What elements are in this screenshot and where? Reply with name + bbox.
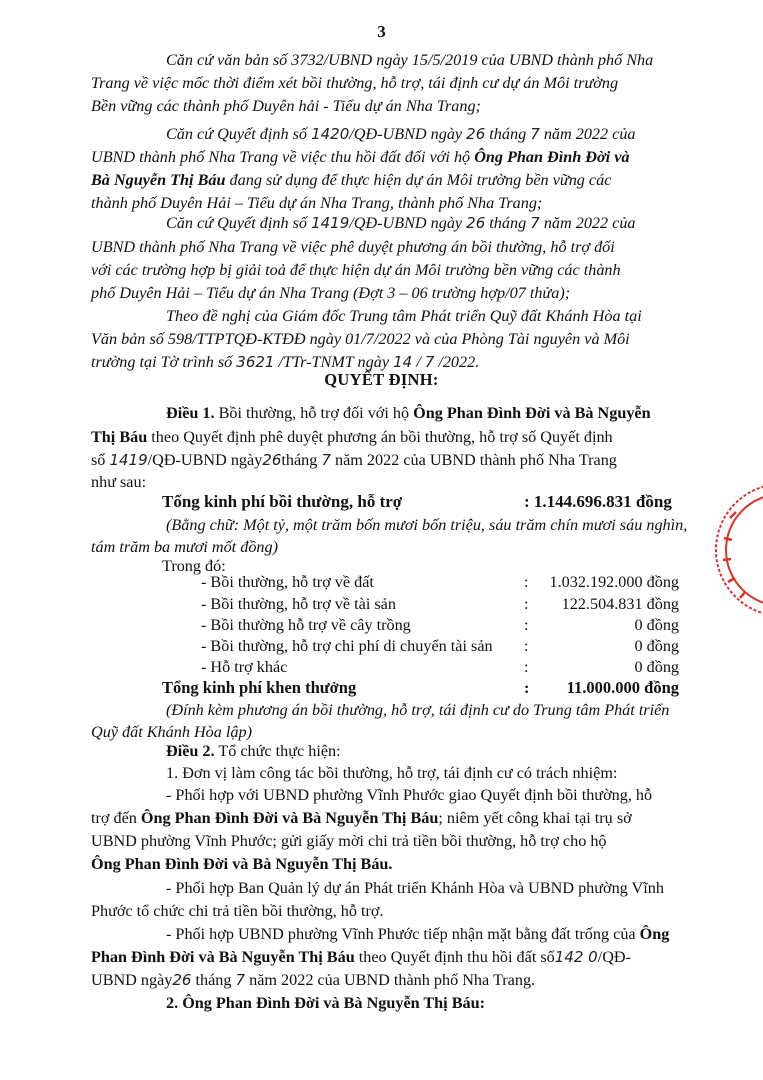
breakdown-item-value: 0 đồng [634, 658, 679, 676]
art2-heading: Điều 2. Tổ chức thực hiện: [166, 742, 341, 760]
intro-p2-line3: Bà Nguyễn Thị Báu đang sử dụng để thực hiện dự án Môi trường bền vững các [91, 171, 612, 189]
intro-p4-line1: Theo đề nghị của Giám đốc Trung tâm Phát triển Quỹ đất Khánh Hòa tại [166, 307, 642, 325]
breakdown-item-label: - Bồi thường hỗ trợ về cây trồng [201, 616, 411, 634]
of-which-label: Trong đó: [162, 557, 226, 575]
breakdown-item-label: - Hỗ trợ khác [201, 658, 288, 676]
total-in-words-line2: tám trăm ba mươi mốt đồng) [91, 538, 278, 556]
art2-bullet2-line1: - Phối hợp Ban Quản lý dự án Phát triển Khánh Hòa và UBND phường Vĩnh [166, 879, 664, 897]
intro-p3-line4: phố Duyên Hải – Tiểu dự án Nha Trang (Đợt 3 – 06 trường hợp/07 thửa); [91, 284, 571, 302]
attachment-note-line1: (Đính kèm phương án bồi thường, hỗ trợ, tái định cư do Trung tâm Phát triển [166, 701, 670, 719]
breakdown-item-value: 0 đồng [634, 637, 679, 655]
art2-bullet3-line3: UBND ngày26 tháng 7 năm 2022 của UBND thành phố Nha Trang. [91, 971, 536, 989]
intro-p2-line4: thành phố Duyên Hải – Tiểu dự án Nha Trang, thành phố Nha Trang; [91, 194, 543, 212]
total-label: Tổng kinh phí bồi thường, hỗ trợ [162, 492, 403, 511]
art1-line4: như sau: [91, 473, 147, 491]
intro-p4-line2: Văn bản số 598/TTPTQĐ-KTĐĐ ngày 01/7/2022 và của Phòng Tài nguyên và Môi [91, 330, 630, 348]
art2-bullet3-line2: Phan Đình Đời và Bà Nguyễn Thị Báu theo Quyết định thu hồi đất số142 0/QĐ- [91, 948, 632, 966]
breakdown-item-colon: : [524, 658, 529, 676]
art2-section2: 2. Ông Phan Đình Đời và Bà Nguyễn Thị Báu: [166, 994, 486, 1012]
attachment-note-line2: Quỹ đất Khánh Hòa lập) [91, 723, 252, 741]
decision-title: QUYẾT ĐỊNH: [324, 370, 439, 389]
reward-value: 11.000.000 đồng [566, 678, 679, 697]
breakdown-item-colon: : [524, 595, 529, 613]
breakdown-item-label: - Bồi thường, hỗ trợ chi phí di chuyển tài sản [201, 637, 493, 655]
breakdown-item-label: - Bồi thường, hỗ trợ về đất [201, 573, 374, 591]
art1-line3: số 1419/QĐ-UBND ngày26tháng 7 năm 2022 của UBND thành phố Nha Trang [91, 451, 617, 469]
art2-section1: 1. Đơn vị làm công tác bồi thường, hỗ trợ, tái định cư có trách nhiệm: [166, 764, 618, 782]
art2-bullet1-line4: Ông Phan Đình Đời và Bà Nguyễn Thị Báu. [91, 855, 393, 873]
total-value: : 1.144.696.831 đồng [524, 492, 672, 511]
breakdown-item-value: 0 đồng [634, 616, 679, 634]
official-seal-stamp [690, 478, 763, 628]
art2-bullet1-line2: trợ đến Ông Phan Đình Đời và Bà Nguyễn Thị Báu; niêm yết công khai tại trụ sở [91, 809, 632, 827]
intro-p3-line2: UBND thành phố Nha Trang về việc phê duyệt phương án bồi thường, hỗ trợ đối [91, 238, 615, 256]
art2-bullet3-line1: - Phối hợp UBND phường Vĩnh Phước tiếp nhận mặt bằng đất trống của Ông [166, 925, 670, 943]
intro-p1-line2: Trang về việc mốc thời điểm xét bồi thường, hỗ trợ, tái định cư dự án Môi trường [91, 74, 619, 92]
art2-bullet1-line1: - Phối hợp với UBND phường Vĩnh Phước giao Quyết định bồi thường, hỗ [166, 786, 653, 804]
breakdown-item-colon: : [524, 637, 529, 655]
breakdown-item-label: - Bồi thường, hỗ trợ về tài sản [201, 595, 396, 613]
intro-p4-line3-text: trường tại Tờ trình số 3621 /TTr-TNMT ngày 14 / 7 /2022. [91, 353, 480, 371]
intro-p2-line2: UBND thành phố Nha Trang về việc thu hồi đất đối với hộ Ông Phan Đình Đời và [91, 148, 630, 166]
art1-line2: Thị Báu theo Quyết định phê duyệt phương án bồi thường, hỗ trợ số Quyết định [91, 428, 613, 446]
breakdown-item-value: 1.032.192.000 đồng [549, 573, 679, 591]
intro-p1-line1: Căn cứ văn bản số 3732/UBND ngày 15/5/2019 của UBND thành phố Nha [166, 51, 654, 69]
art1-line1: Điều 1. Bồi thường, hỗ trợ đối với hộ Ông Phan Đình Đời và Bà Nguyễn [166, 404, 651, 422]
breakdown-item-colon: : [524, 616, 529, 634]
reward-colon: : [524, 679, 530, 697]
intro-p1-line3: Bền vững các thành phố Duyên hải - Tiểu dự án Nha Trang; [91, 97, 481, 115]
page-number: 3 [377, 22, 386, 41]
art2-bullet1-line3: UBND phường Vĩnh Phước; gửi giấy mời chi trả tiền bồi thường, hỗ trợ cho hộ [91, 832, 607, 850]
total-in-words-line1: (Bằng chữ: Một tỷ, một trăm bốn mươi bốn triệu, sáu trăm chín mươi sáu nghìn, [166, 516, 688, 534]
intro-p3-line3: với các trường hợp bị giải toả để thực hiện dự án Môi trường bền vững các thành [91, 261, 621, 279]
intro-p3-line1: Căn cứ Quyết định số 1419/QĐ-UBND ngày 26 tháng 7 năm 2022 của [166, 214, 636, 232]
reward-label: Tổng kinh phí khen thưởng [162, 678, 357, 697]
breakdown-item-colon: : [524, 573, 529, 591]
art2-bullet2-line2: Phước tổ chức chi trả tiền bồi thường, hỗ trợ. [91, 902, 384, 920]
breakdown-item-value: 122.504.831 đồng [561, 595, 679, 613]
intro-p2-line1: Căn cứ Quyết định số 1420/QĐ-UBND ngày 26 tháng 7 năm 2022 của [166, 125, 636, 143]
